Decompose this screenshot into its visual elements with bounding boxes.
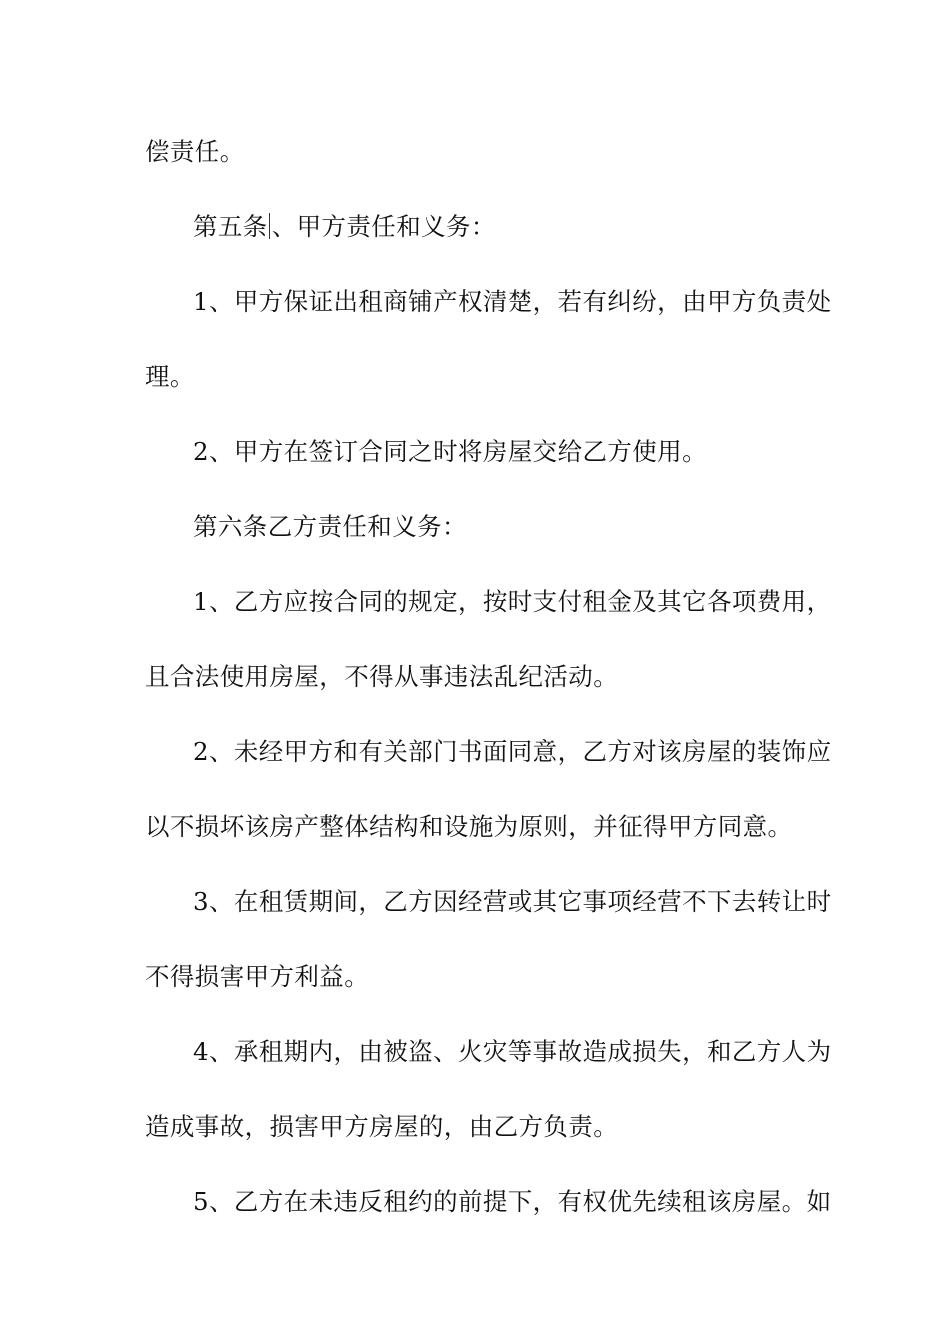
text-line: 1、乙方应按合同的规定，按时支付租金及其它各项费用， [193,587,832,616]
text-line: 4、承租期内，由被盗、火灾等事故造成损失，和乙方人为 [193,1037,832,1066]
text-line: 不得损害甲方利益。 [145,962,370,991]
article-heading [193,211,815,243]
text-line: 3、在租赁期间，乙方因经营或其它事项经营不下去转让时 [193,887,832,916]
text-line: 5、乙方在未违反租约的前提下，有权优先续租该房屋。如 [193,1187,832,1216]
article-number: 第五条 [193,212,268,241]
text-line: 偿责任。 [145,137,245,166]
text-line: 2、未经甲方和有关部门书面同意，乙方对该房屋的装饰应 [193,737,832,766]
text-line: 造成事故，损害甲方房屋的，由乙方负责。 [145,1112,619,1141]
text-line: 2、甲方在签订合同之时将房屋交给乙方使用。 [193,437,707,466]
text-line: 1、甲方保证出租商铺产权清楚，若有纠纷，由甲方负责处 [193,287,832,316]
text-line: 理。 [145,362,195,391]
text-cursor [269,213,270,239]
article-title: 、甲方责任和义务： [271,212,496,241]
text-line: 且合法使用房屋，不得从事违法乱纪活动。 [145,662,619,691]
article-heading: 第六条乙方责任和义务： [193,512,467,541]
text-line: 以不损坏该房产整体结构和设施为原则，并征得甲方同意。 [145,812,793,841]
